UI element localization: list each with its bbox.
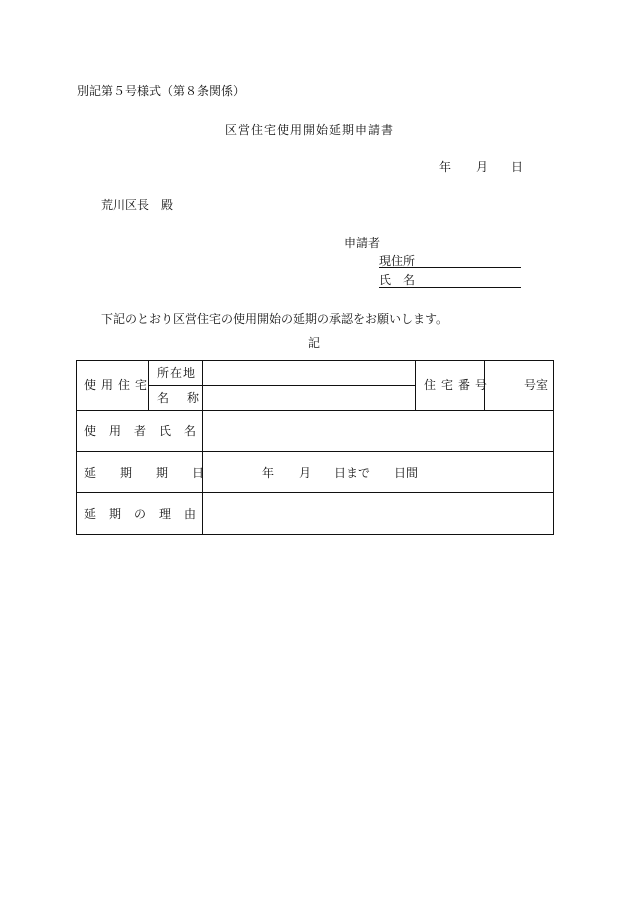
- date-day: 日: [511, 160, 524, 174]
- period-month: 月: [299, 466, 312, 480]
- date-month: 月: [476, 160, 489, 174]
- housing-label: 使用住宅: [84, 378, 153, 392]
- housing-name-label: 名 称: [157, 391, 203, 405]
- room-suffix: 号室: [524, 378, 549, 392]
- user-name-field[interactable]: [205, 415, 551, 448]
- user-name-label: 使用者氏名: [84, 424, 210, 438]
- period-until: 日まで: [334, 466, 371, 480]
- applicant-label: 申請者: [344, 236, 381, 250]
- unit-number-label: 住宅番号: [424, 378, 493, 392]
- addressee: 荒川区長 殿: [101, 198, 174, 212]
- request-statement: 下記のとおり区営住宅の使用開始の延期の承認をお願いします。: [101, 312, 449, 326]
- reason-label: 延期の理由: [84, 507, 210, 521]
- form-number-label: 別記第５号様式（第８条関係）: [77, 84, 246, 98]
- housing-name-field[interactable]: [205, 389, 414, 407]
- address-label: 現住所: [379, 254, 416, 268]
- date-year: 年: [439, 160, 452, 174]
- reason-field[interactable]: [205, 496, 551, 530]
- ki-label: 記: [308, 336, 321, 350]
- period-days: 日間: [394, 466, 419, 480]
- document-title: 区営住宅使用開始延期申請書: [225, 123, 395, 137]
- location-label: 所在地: [157, 366, 197, 380]
- location-field[interactable]: [205, 365, 414, 383]
- name-label: 氏 名: [379, 273, 416, 287]
- period-label: 延期期日: [84, 466, 229, 480]
- period-year: 年: [262, 466, 275, 480]
